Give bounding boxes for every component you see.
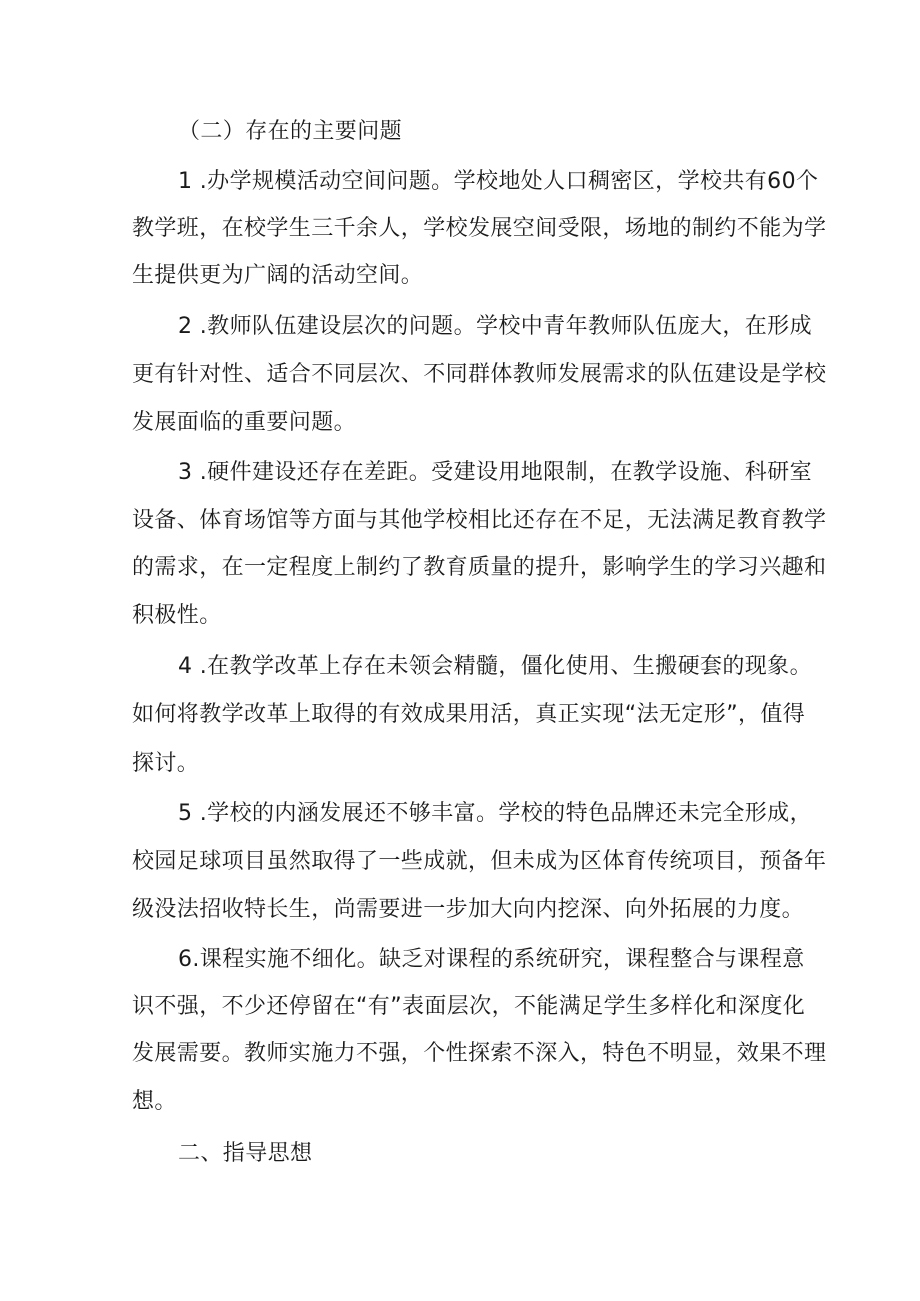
item-5-line-1: 5 .学校的内涵发展还不够丰富。学校的特色品牌还未完全形成， xyxy=(178,801,812,826)
item-3-line-3: 的需求，在一定程度上制约了教育质量的提升，影响学生的学习兴趣和 xyxy=(132,555,827,580)
item-6-line-2: 识不强，不少还停留在“有”表面层次，不能满足学生多样化和深度化 xyxy=(132,994,806,1019)
item-4-line-2: 如何将教学改革上取得的有效成果用活，真正实现“法无定形”，值得 xyxy=(132,702,806,727)
item-5-line-3: 级没法招收特长生，尚需要进一步加大向内挖深、向外拓展的力度。 xyxy=(132,897,805,922)
item-3-line-4: 积极性。 xyxy=(132,603,222,628)
item-4-line-1: 4 .在教学改革上存在未领会精髓，僵化使用、生搬硬套的现象。 xyxy=(178,654,812,679)
item-6-line-3: 发展需要。教师实施力不强，个性探索不深入，特色不明显，效果不理 xyxy=(132,1041,827,1066)
item-3-line-1: 3 .硬件建设还存在差距。受建设用地限制，在教学设施、科研室 xyxy=(178,460,812,485)
item-1-line-2: 教学班，在校学生三千余人，学校发展空间受限，场地的制约不能为学 xyxy=(132,216,827,241)
item-6-line-4: 想。 xyxy=(132,1089,177,1114)
item-2-line-2: 更有针对性、适合不同层次、不同群体教师发展需求的队伍建设是学校 xyxy=(132,362,827,387)
item-1-line-3: 生提供更为广阔的活动空间。 xyxy=(132,263,424,288)
item-6-line-1: 6.课程实施不细化。缺乏对课程的系统研究，课程整合与课程意 xyxy=(178,947,805,972)
item-3-line-2: 设备、体育场馆等方面与其他学校相比还存在不足，无法满足教育教学 xyxy=(132,508,827,533)
item-2-line-1: 2 .教师队伍建设层次的问题。学校中青年教师队伍庞大，在形成 xyxy=(178,314,812,339)
item-5-line-2: 校园足球项目虽然取得了一些成就，但未成为区体育传统项目，预备年 xyxy=(132,849,827,874)
item-2-line-3: 发展面临的重要问题。 xyxy=(132,410,357,435)
item-1-line-1: 1 .办学规模活动空间问题。学校地处人口稠密区，学校共有60个 xyxy=(178,169,819,194)
section-heading-guiding: 二、指导思想 xyxy=(178,1141,313,1166)
section-heading-problems: （二）存在的主要问题 xyxy=(178,119,403,144)
item-4-line-3: 探讨。 xyxy=(132,751,200,776)
